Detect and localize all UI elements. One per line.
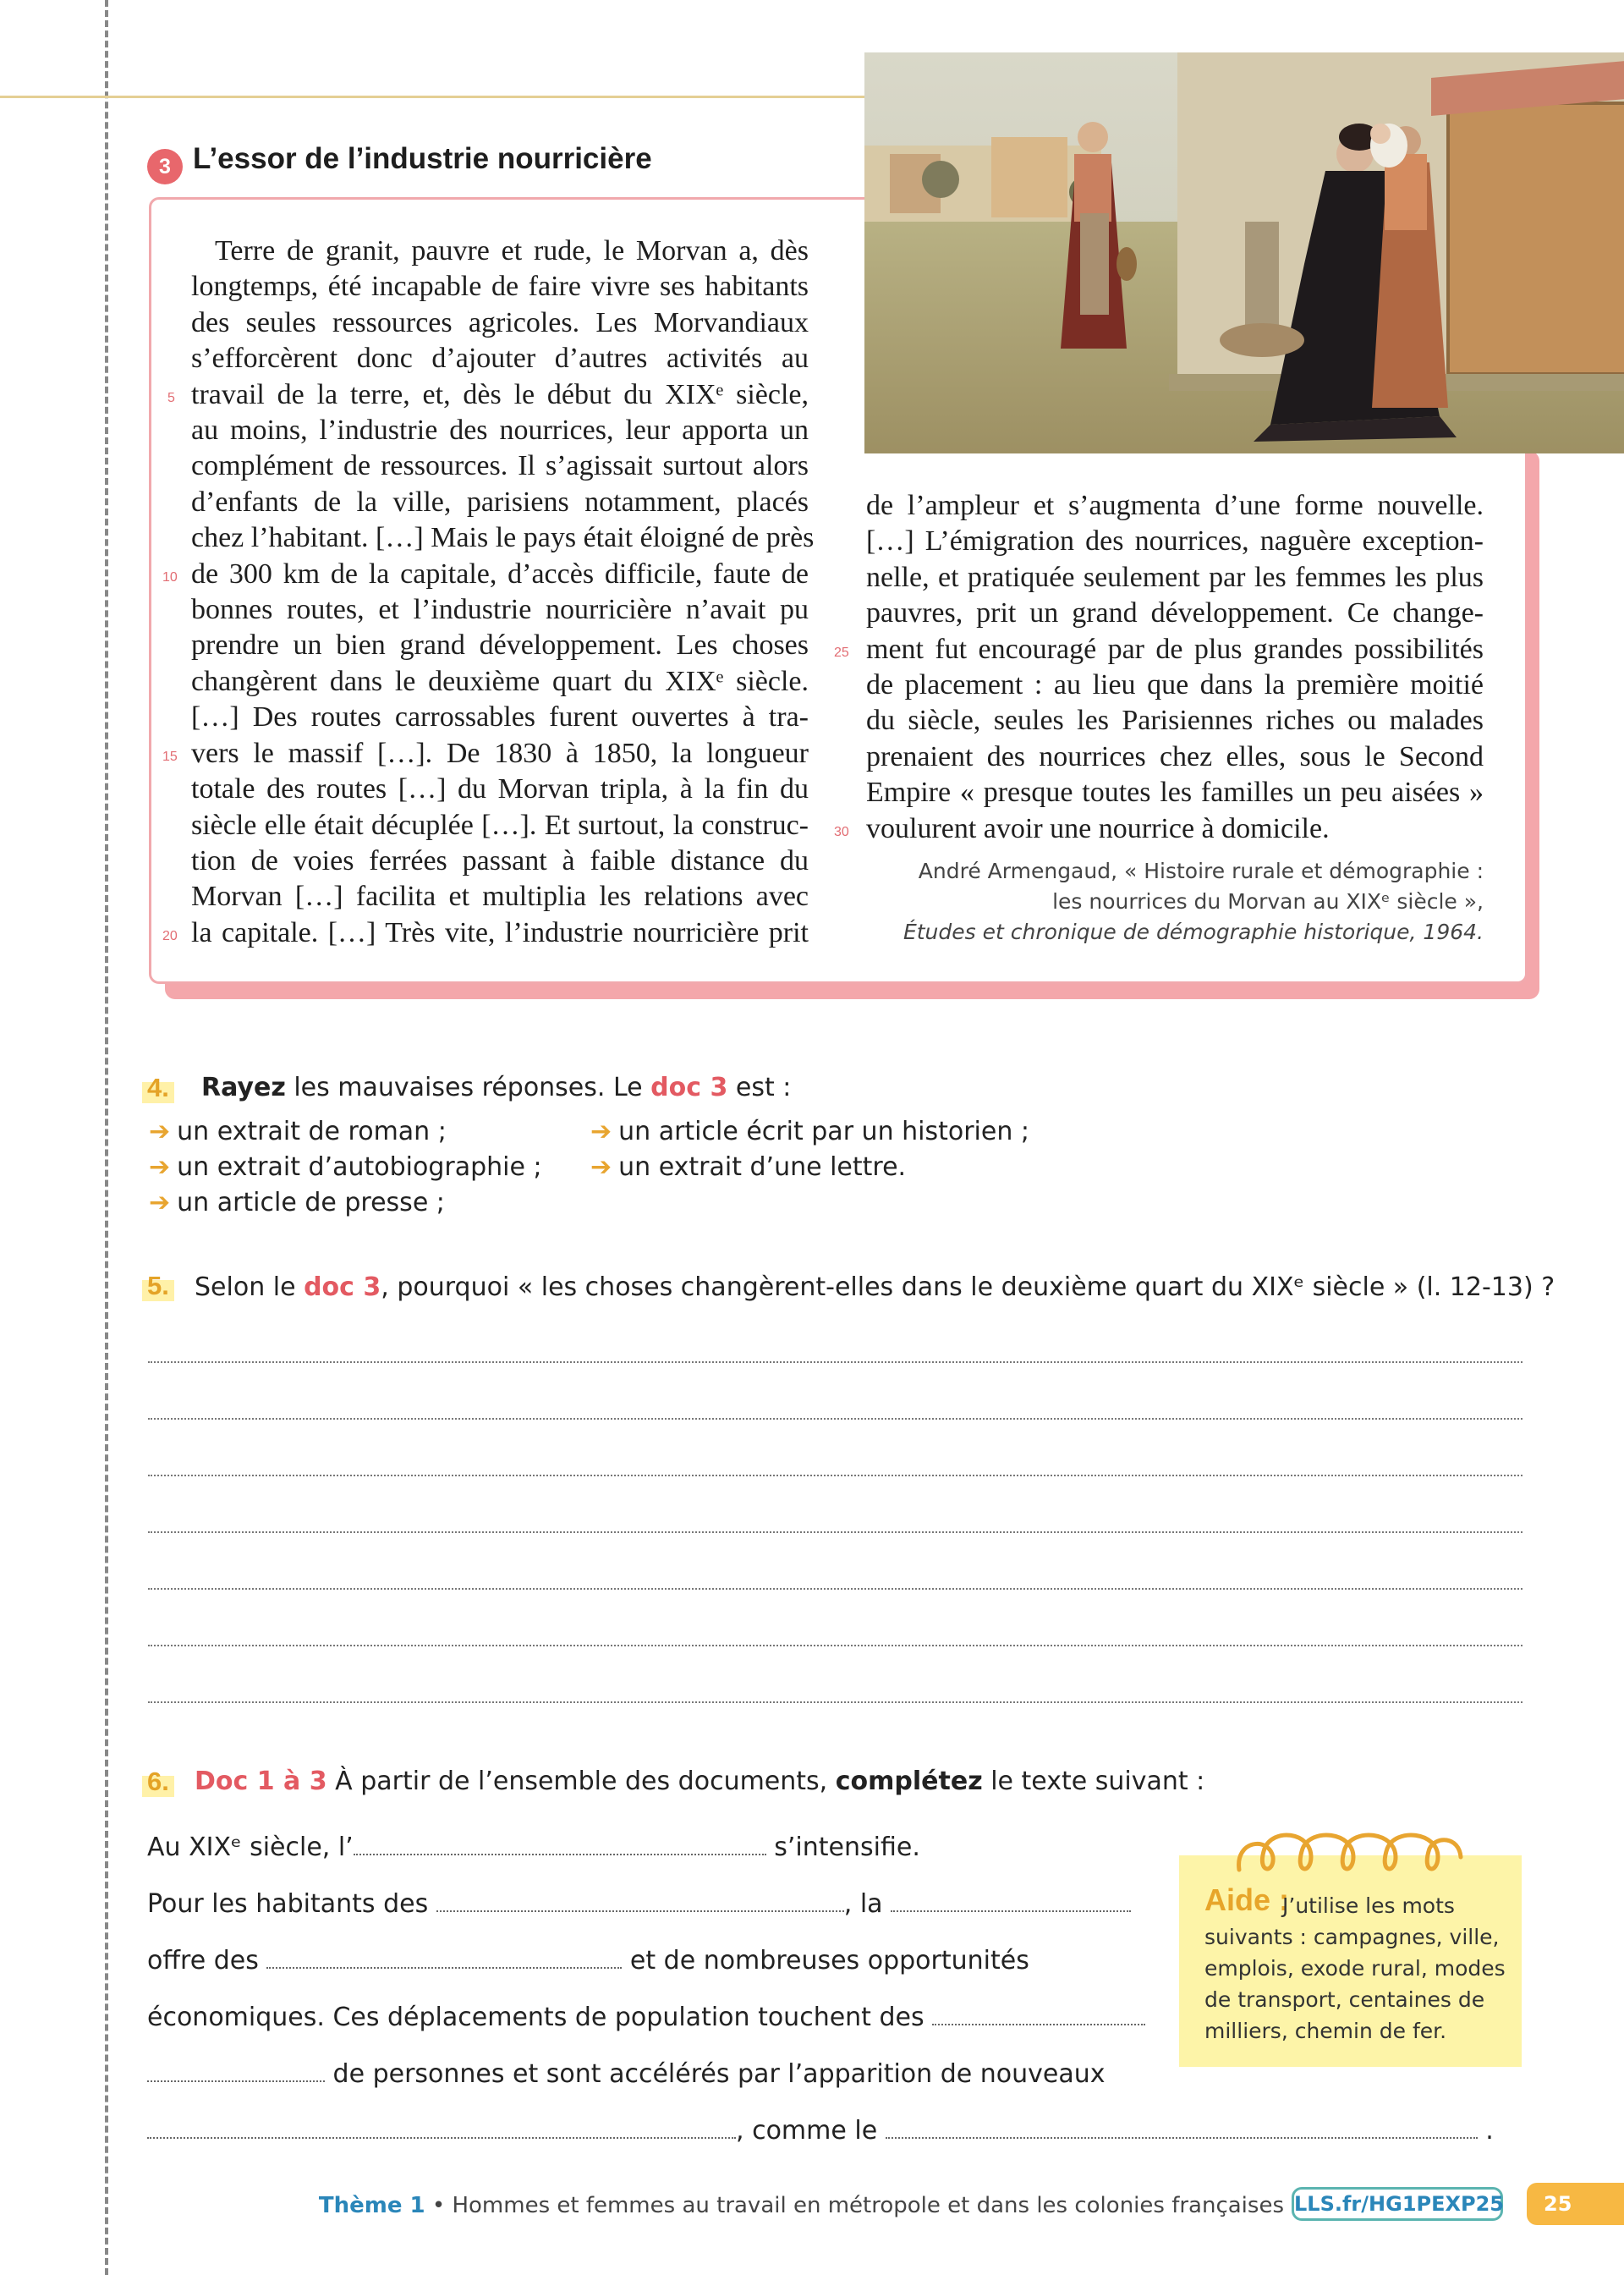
arrow-icon: ➔: [590, 1117, 612, 1146]
q6-pre: À partir de l’ensemble des documents,: [326, 1767, 836, 1796]
answer-line[interactable]: [148, 1361, 1522, 1363]
q6-verb: complétez: [835, 1767, 983, 1796]
text-line: Empire « presque toutes les familles un peu aisées »: [866, 777, 1484, 809]
text-line: bonnes routes, et l’industrie nourricière n’avait pu: [191, 594, 809, 626]
question-5-number: 5.: [142, 1271, 174, 1301]
fill-blank[interactable]: [891, 1893, 1131, 1912]
q6-tail: le texte suivant :: [982, 1767, 1205, 1796]
fill-blank[interactable]: [147, 2063, 325, 2082]
text-line: […] L’émigration des nourrices, naguère exception-: [866, 525, 1484, 558]
line-number: 25: [834, 646, 849, 660]
footer-theme-label: Thème 1: [318, 2193, 425, 2218]
q4-option-label: un article écrit par un historien ;: [618, 1117, 1029, 1146]
fill-text: Pour les habitants des: [147, 1889, 436, 1919]
fill-line-5: [147, 2059, 1106, 2089]
header-rule: [0, 96, 867, 98]
source-citation: [903, 856, 1484, 948]
text-line: changèrent dans le deuxième quart du XIXᵉ siècle.: [191, 665, 809, 697]
footer-link[interactable]: LLS.fr/HG1PEXP25: [1292, 2187, 1503, 2221]
question-4-number: 4.: [142, 1073, 174, 1103]
fill-text: offre des: [147, 1946, 267, 1976]
fill-text: et de nombreuses opportunités: [622, 1946, 1029, 1976]
fill-blank[interactable]: [354, 1837, 766, 1855]
help-text-content: J’utilise les mots suivants : campagnes, ville, emplois, exode rural, modes de transport, centaines de milliers, chemin de fer.: [1204, 1893, 1506, 2043]
question-5-prompt: [195, 1272, 1555, 1302]
q4-option[interactable]: [590, 1117, 1029, 1146]
q4-option-label: un article de presse ;: [177, 1188, 445, 1217]
answer-line[interactable]: [148, 1531, 1522, 1533]
fill-text: , la: [843, 1889, 892, 1919]
q5-doc-ref: doc 3: [304, 1272, 381, 1302]
fill-line-3: [147, 1946, 1029, 1976]
fill-blank[interactable]: [932, 2007, 1145, 2025]
text-line: prendre un bien grand développement. Les choses: [191, 629, 809, 662]
q4-option[interactable]: [149, 1117, 447, 1146]
text-line: complément de ressources. Il s’agissait surtout alors: [191, 450, 809, 482]
arrow-icon: ➔: [149, 1188, 171, 1217]
source-line: les nourrices du Morvan au XIXᵉ siècle »,: [1052, 889, 1484, 914]
fill-text: .: [1477, 2116, 1494, 2146]
q4-doc-ref: doc 3: [650, 1073, 728, 1102]
answer-line[interactable]: [148, 1701, 1522, 1703]
answer-line[interactable]: [148, 1475, 1522, 1476]
line-number: 15: [162, 750, 178, 764]
fill-line-2: [147, 1889, 1131, 1919]
q4-option[interactable]: [149, 1152, 542, 1182]
text-line: du siècle, seules les Parisiennes riches ou malades: [866, 705, 1484, 737]
cut-line: [105, 0, 108, 2275]
fill-text: , comme le: [736, 2116, 886, 2146]
doc-text-column-2: [866, 488, 1484, 847]
line-number: 10: [162, 570, 178, 585]
q4-option[interactable]: [590, 1152, 906, 1182]
fill-blank[interactable]: [147, 2120, 736, 2139]
q4-option-label: un extrait d’autobiographie ;: [177, 1152, 542, 1182]
text-line: pauvres, prit un grand développement. Ce change-: [866, 597, 1484, 629]
text-line: de l’ampleur et s’augmenta d’une forme nouvelle.: [866, 490, 1484, 521]
doc-text-column-1: [191, 234, 815, 951]
text-line: des seules ressources agricoles. Les Morvandiaux: [191, 306, 809, 338]
fill-text: économiques. Ces déplacements de population touchent des: [147, 2003, 933, 2032]
text-line: vers le massif […]. De 1830 à 1850, la longueur: [191, 737, 809, 769]
text-line: chez l’habitant. […] Mais le pays était éloigné de près: [191, 522, 815, 554]
text-line: voulurent avoir une nourrice à domicile.: [866, 812, 1330, 844]
fill-line-1: [147, 1833, 920, 1862]
source-line: André Armengaud, « Histoire rurale et démographie :: [918, 859, 1484, 883]
text-line: Terre de granit, pauvre et rude, le Morvan a, dès: [215, 235, 809, 267]
answer-line[interactable]: [148, 1588, 1522, 1590]
help-text: [1204, 1890, 1509, 2047]
q4-text: les mauvaises réponses. Le: [285, 1073, 651, 1102]
question-6-prompt: [195, 1767, 1204, 1796]
painting-image: [864, 52, 1624, 453]
q5-text: , pourquoi « les choses changèrent-elles dans le deuxième quart du XIXᵉ siècle » (l. 12-13) ?: [381, 1272, 1555, 1302]
fill-blank[interactable]: [886, 2120, 1478, 2139]
text-line: totale des routes […] du Morvan tripla, à la fin du: [191, 773, 809, 805]
q4-option-label: un extrait de roman ;: [177, 1117, 447, 1146]
text-line: tion de voies ferrées passant à faible distance du: [191, 844, 809, 876]
q5-pre: Selon le: [195, 1272, 304, 1302]
arrow-icon: ➔: [149, 1117, 171, 1146]
doc-number-badge: 3: [147, 149, 183, 184]
text-line: au moins, l’industrie des nourrices, leur apporta un: [191, 415, 809, 447]
question-6-number: 6.: [142, 1767, 174, 1797]
doc-title: L’essor de l’industrie nourricière: [193, 142, 652, 175]
text-line: travail de la terre, et, dès le début du XIXᵉ siècle,: [191, 378, 809, 410]
text-line: […] Des routes carrossables furent ouvertes à tra-: [191, 701, 809, 734]
answer-line[interactable]: [148, 1418, 1522, 1420]
text-line: de placement : au lieu que dans la première moitié: [866, 669, 1484, 701]
arrow-icon: ➔: [149, 1152, 171, 1182]
fill-blank[interactable]: [436, 1893, 844, 1912]
help-title: Aide :: [1204, 1882, 1290, 1917]
q4-verb: Rayez: [201, 1073, 286, 1102]
q4-option-label: un extrait d’une lettre.: [618, 1152, 907, 1182]
text-line: siècle elle était décuplée […]. Et surtout, la construc-: [191, 809, 809, 841]
fill-text: Au XIXᵉ siècle, l’: [147, 1833, 354, 1862]
fill-text: de personnes et sont accélérés par l’apparition de nouveaux: [325, 2059, 1106, 2089]
spiral-binding-icon: [1231, 1823, 1472, 1882]
line-number: 5: [167, 391, 175, 405]
arrow-icon: ➔: [590, 1152, 612, 1182]
fill-line-6: [147, 2116, 1494, 2146]
fill-line-4: [147, 2003, 1145, 2032]
text-line: de 300 km de la capitale, d’accès difficile, faute de: [191, 558, 809, 590]
q4-option[interactable]: [149, 1188, 445, 1217]
text-line: ment fut encouragé par de plus grandes possibilités: [866, 633, 1484, 665]
fill-text: s’intensifie.: [765, 1833, 920, 1862]
text-line: d’enfants de la ville, parisiens notamment, placés: [191, 486, 809, 518]
text-line: longtemps, été incapable de faire vivre ses habitants: [191, 271, 809, 303]
question-4-prompt: [201, 1073, 791, 1102]
text-line: prenaient des nourrices chez elles, sous le Second: [866, 740, 1484, 772]
page-number: 25: [1527, 2183, 1624, 2225]
q6-doc-ref: Doc 1 à 3: [195, 1767, 327, 1796]
fill-blank[interactable]: [266, 1950, 622, 1969]
text-line: s’efforcèrent donc d’ajouter d’autres activités au: [191, 343, 809, 375]
line-number: 20: [162, 929, 178, 943]
line-number: 30: [834, 825, 849, 839]
q4-tail: est :: [727, 1073, 792, 1102]
footer-theme: [319, 2193, 1284, 2218]
answer-line[interactable]: [148, 1645, 1522, 1646]
text-line: Morvan […] facilita et multiplia les relations avec: [191, 881, 809, 913]
text-line: nelle, et pratiquée seulement par les femmes les plus: [866, 561, 1484, 593]
footer-theme-text: • Hommes et femmes au travail en métropole et dans les colonies françaises: [425, 2193, 1284, 2218]
source-line: Études et chronique de démographie historique, 1964.: [903, 920, 1484, 944]
text-line: la capitale. […] Très vite, l’industrie nourricière prit: [191, 916, 809, 948]
